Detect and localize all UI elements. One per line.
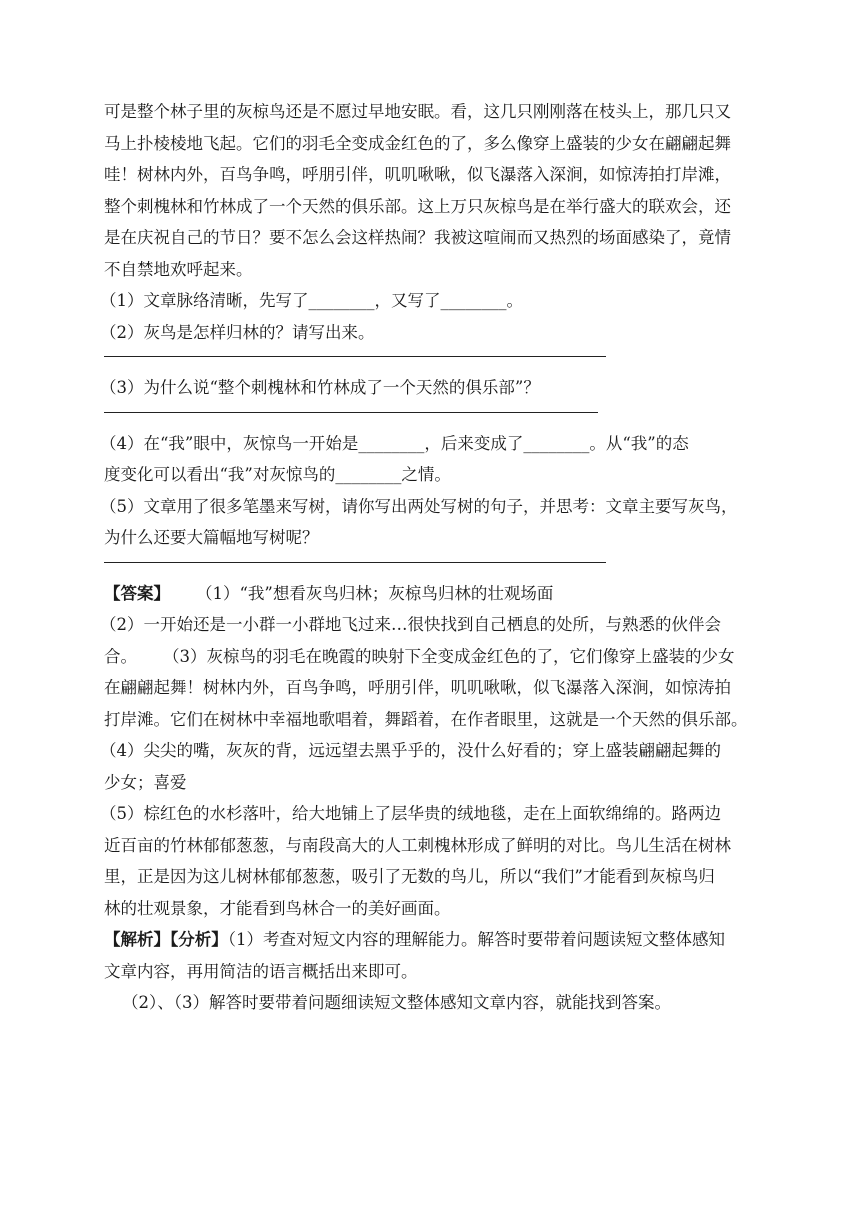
passage-line: 是在庆祝自己的节日？要不怎么会这样热闹？我被这喧闹而又热烈的场面感染了，竟情 bbox=[104, 228, 731, 247]
answer-blank-3[interactable] bbox=[104, 404, 764, 428]
analysis-label: 【解析】【分析】 bbox=[104, 930, 228, 949]
answer-section bbox=[100, 578, 764, 925]
analysis-line-1 bbox=[104, 924, 764, 956]
answer-5-line-4: 林的壮观景象，才能看到鸟林合一的美好画面。 bbox=[104, 898, 451, 918]
answer-2-line-1: （2）一开始还是一小群一小群地飞过来…很快找到自己栖息的处所，与熟悉的伙伴会 bbox=[100, 615, 721, 634]
analysis-1-text: （1）考查对短文内容的理解能力。解答时要带着问题读短文整体感知 bbox=[227, 930, 725, 949]
passage-line: 整个刺槐林和竹林成了一个天然的俱乐部。这上万只灰椋鸟是在举行盛大的联欢会，还 bbox=[104, 196, 731, 216]
question-5-line-1: （5）文章用了很多笔墨来写树，请你写出两处写树的句子，并思考：文章主要写灰鸟， bbox=[100, 496, 738, 516]
answer-blank-2[interactable] bbox=[104, 348, 764, 372]
answer-line-1 bbox=[104, 578, 764, 610]
question-2: （2）灰鸟是怎样归林的？请写出来。 bbox=[100, 322, 375, 342]
answer-3-line-1: （3）灰椋鸟的羽毛在晚霞的映射下全变成金红色的了，它们像穿上盛装的少女 bbox=[163, 646, 735, 666]
answer-5-line-3: 里，正是因为这儿树林郁郁葱葱，吸引了无数的鸟儿，所以“我们”才能看到灰椋鸟归 bbox=[104, 867, 715, 886]
question-4-line-1: （4）在“我”眼中，灰惊鸟一开始是________，后来变成了________。从“我”的态 bbox=[100, 433, 689, 453]
passage bbox=[104, 96, 764, 285]
analysis-section bbox=[104, 924, 764, 1019]
question-4-line-2: 度变化可以看出“我”对灰惊鸟的________之情。 bbox=[104, 465, 451, 484]
passage-line: 哇！树林内外，百鸟争鸣，呼朋引伴，叽叽啾啾，似飞瀑落入深涧，如惊涛拍打岸滩， bbox=[104, 165, 731, 184]
question-5-line-2: 为什么还要大篇幅地写树呢？ bbox=[104, 528, 319, 547]
answer-blank-5[interactable] bbox=[104, 554, 764, 578]
answer-2-line-2: 合。 bbox=[104, 646, 137, 666]
passage-line: 马上扑棱棱地飞起。它们的羽毛全变成金红色的了，多么像穿上盛装的少女在翩翩起舞 bbox=[104, 133, 731, 153]
question-3: （3）为什么说“整个刺槐林和竹林成了一个天然的俱乐部”？ bbox=[100, 378, 540, 397]
answer-5-line-1: （5）棕红色的水杉落叶，给大地铺上了层华贵的绒地毯，走在上面软绵绵的。路两边 bbox=[100, 804, 721, 823]
analysis-line-2: 文章内容，再用简洁的语言概括出来即可。 bbox=[104, 961, 418, 981]
answer-2-3-line bbox=[104, 641, 764, 673]
question-1: （1）文章脉络清晰，先写了________，又写了________。 bbox=[100, 291, 523, 310]
answer-3-line-2: 在翩翩起舞！树林内外，百鸟争鸣，呼朋引伴，叽叽啾啾，似飞瀑落入深涧，如惊涛拍 bbox=[104, 678, 731, 697]
questions bbox=[100, 285, 764, 578]
passage-line: 不自禁地欢呼起来。 bbox=[104, 259, 253, 279]
answer-5-line-2: 近百亩的竹林郁郁葱葱，与南段高大的人工刺槐林形成了鲜明的对比。鸟儿生活在树林 bbox=[104, 835, 731, 855]
analysis-line-3 bbox=[104, 987, 764, 1019]
analysis-2-3-text: （2）、（3）解答时要带着问题细读短文整体感知文章内容，就能找到答案。 bbox=[122, 993, 671, 1012]
answer-1: （1）“我”想看灰鸟归林；灰椋鸟归林的壮观场面 bbox=[196, 583, 554, 603]
answer-label: 【答案】 bbox=[104, 583, 170, 603]
answer-4-line-2: 少女；喜爱 bbox=[104, 772, 187, 792]
passage-line: 可是整个林子里的灰椋鸟还是不愿过早地安眠。看，这几只刚刚落在枝头上，那几只又 bbox=[104, 102, 731, 121]
answer-3-line-3: 打岸滩。它们在树林中幸福地歌唱着，舞蹈着，在作者眼里，这就是一个天然的俱乐部。 bbox=[104, 709, 748, 729]
answer-4-line-1: （4）尖尖的嘴，灰灰的背，远远望去黑乎乎的，没什么好看的；穿上盛装翩翩起舞的 bbox=[100, 741, 721, 760]
document-page bbox=[100, 96, 764, 1019]
